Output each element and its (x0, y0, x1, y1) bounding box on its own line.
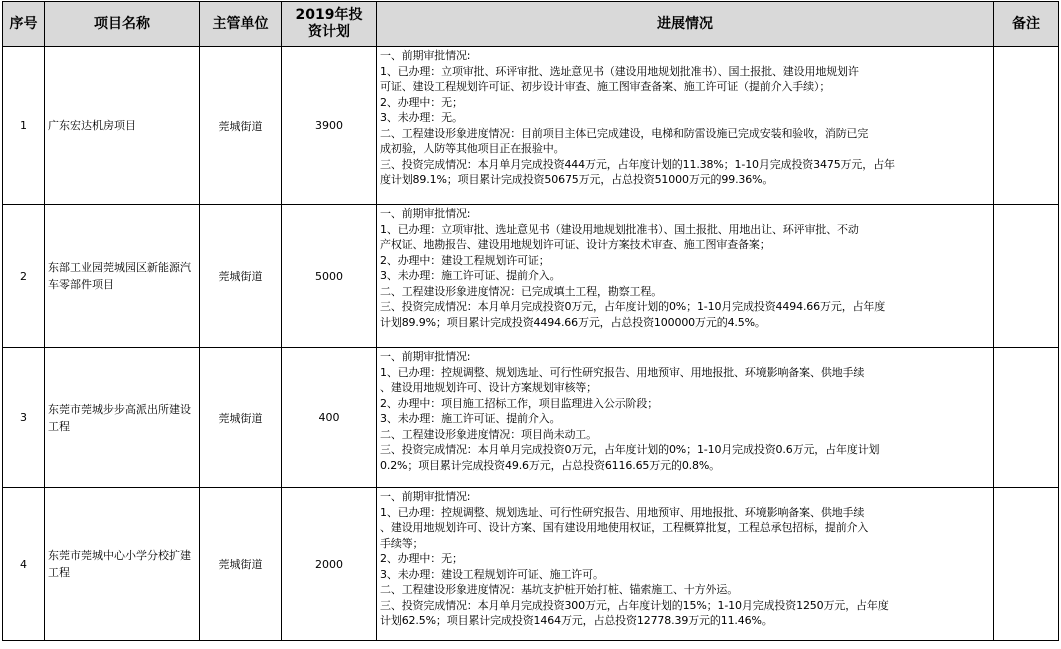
remark (994, 488, 1059, 641)
progress-line: 2、办理中：无； (380, 552, 463, 565)
progress-cell (377, 205, 994, 348)
investment-plan: 3900 (282, 47, 377, 205)
progress-line: 二、工程建设形象进度情况：已完成填土工程，勘察工程。 (380, 284, 663, 298)
progress-cell (377, 348, 994, 488)
progress-line: 3、未办理：无。 (380, 111, 463, 124)
progress-line: 2、办理中：无； (380, 95, 463, 109)
progress-line: 一、前期审批情况: (380, 490, 471, 503)
progress-line: 三、投资完成情况：本月单月完成投资300万元，占年度计划的15%；1-10月完成投资1250万元，占年度 (380, 598, 889, 612)
header-managing-unit: 主管单位 (200, 2, 282, 47)
header-row (3, 2, 1059, 47)
progress-cell (377, 488, 994, 641)
managing-unit: 莞城街道 (200, 205, 282, 348)
table-row (3, 348, 1059, 488)
header-remark: 备注 (994, 2, 1059, 47)
investment-plan: 5000 (282, 205, 377, 348)
row-no: 2 (3, 205, 45, 348)
investment-plan: 2000 (282, 488, 377, 641)
header-project-name: 项目名称 (45, 2, 200, 47)
project-progress-table (2, 1, 1059, 641)
progress-line: 二、工程建设形象进度情况：目前项目主体已完成建设，电梯和防雷设施已完成安装和验收，消防已完 (380, 126, 869, 140)
remark (994, 205, 1059, 348)
header-no: 序号 (3, 2, 45, 47)
progress-line: 一、前期审批情况: (380, 207, 471, 220)
progress-line: 2、办理中：项目施工招标工作，项目监理进入公示阶段； (380, 396, 659, 410)
progress-line: 3、未办理：施工许可证、提前介入。 (380, 269, 561, 282)
progress-line: 二、工程建设形象进度情况：项目尚未动工。 (380, 427, 597, 441)
progress-line: 一、前期审批情况: (380, 350, 471, 363)
investment-plan: 400 (282, 348, 377, 488)
progress-line: 三、投资完成情况：本月单月完成投资0万元，占年度计划的0%；1-10月完成投资4494.66万元，占年度 (380, 300, 886, 313)
header-progress: 进展情况 (377, 2, 994, 47)
progress-line: 1、已办理：控规调整、规划选址、可行性研究报告、用地预审、用地报批、环境影响备案、供地手续 (380, 365, 865, 379)
progress-line: 1、已办理：控规调整、规划选址、可行性研究报告、用地预审、用地报批、环境影响备案、供地手续 (380, 505, 865, 519)
progress-line: 二、工程建设形象进度情况：基坑支护桩开始打桩、锚索施工、十方外运。 (380, 583, 739, 596)
progress-line: 3、未办理：施工许可证、提前介入。 (380, 412, 561, 425)
remark (994, 47, 1059, 205)
table-row (3, 205, 1059, 348)
progress-line: 1、已办理：立项审批、选址意见书（建设用地规划批准书）、国土报批、用地出让、环评审批、不动 (380, 222, 859, 236)
managing-unit: 莞城街道 (200, 47, 282, 205)
progress-line: 一、前期审批情况: (380, 49, 471, 62)
progress-line: 、建设用地规划许可、设计方案规划审核等； (380, 381, 597, 394)
progress-cell (377, 47, 994, 205)
progress-line: 产权证、地勘报告、建设用地规划许可证、设计方案技术审查、施工图审查备案； (380, 238, 771, 251)
project-name: 广东宏达机房项目 (45, 47, 200, 205)
progress-line: 可证、建设工程规划许可证、初步设计审查、施工图审查备案、施工许可证（提前介入手续）； (380, 80, 831, 93)
progress-line: 1、已办理：立项审批、环评审批、选址意见书（建设用地规划批准书）、国土报批、建设用地规划许 (380, 64, 859, 78)
managing-unit: 莞城街道 (200, 488, 282, 641)
progress-line: 、建设用地规划许可、设计方案、国有建设用地使用权证，工程概算批复，工程总承包招标，提前介入 (380, 521, 869, 534)
table-row (3, 488, 1059, 641)
row-no: 4 (3, 488, 45, 641)
progress-line: 计划62.5%；项目累计完成投资1464万元，占总投资12778.39万元的11.46%。 (380, 614, 773, 627)
progress-line: 三、投资完成情况：本月单月完成投资444万元，占年度计划的11.38%；1-10月完成投资3475万元，占年 (380, 157, 895, 171)
row-no: 1 (3, 47, 45, 205)
header-investment-plan (282, 2, 377, 47)
progress-line: 计划89.9%；项目累计完成投资4494.66万元，占总投资100000万元的4.5%。 (380, 315, 766, 329)
progress-line: 成初验，人防等其他项目正在报验中。 (380, 142, 565, 155)
project-name: 东莞市莞城步步高派出所建设工程 (45, 348, 200, 488)
managing-unit: 莞城街道 (200, 348, 282, 488)
project-name: 东部工业园莞城园区新能源汽车零部件项目 (45, 205, 200, 348)
progress-line: 度计划89.1%；项目累计完成投资50675万元，占总投资51000万元的99.36%。 (380, 173, 774, 186)
remark (994, 348, 1059, 488)
header-investment-plan-text: 2019年投资计划 (295, 7, 363, 40)
row-no: 3 (3, 348, 45, 488)
progress-line: 2、办理中：建设工程规划许可证； (380, 253, 550, 267)
progress-line: 手续等； (380, 536, 424, 550)
table-row (3, 47, 1059, 205)
project-name: 东莞市莞城中心小学分校扩建工程 (45, 488, 200, 641)
progress-line: 3、未办理：建设工程规划许可证、施工许可。 (380, 567, 604, 581)
progress-line: 三、投资完成情况：本月单月完成投资0万元，占年度计划的0%；1-10月完成投资0.6万元，占年度计划 (380, 443, 880, 456)
progress-line: 0.2%；项目累计完成投资49.6万元，占总投资6116.65万元的0.8%。 (380, 458, 721, 472)
